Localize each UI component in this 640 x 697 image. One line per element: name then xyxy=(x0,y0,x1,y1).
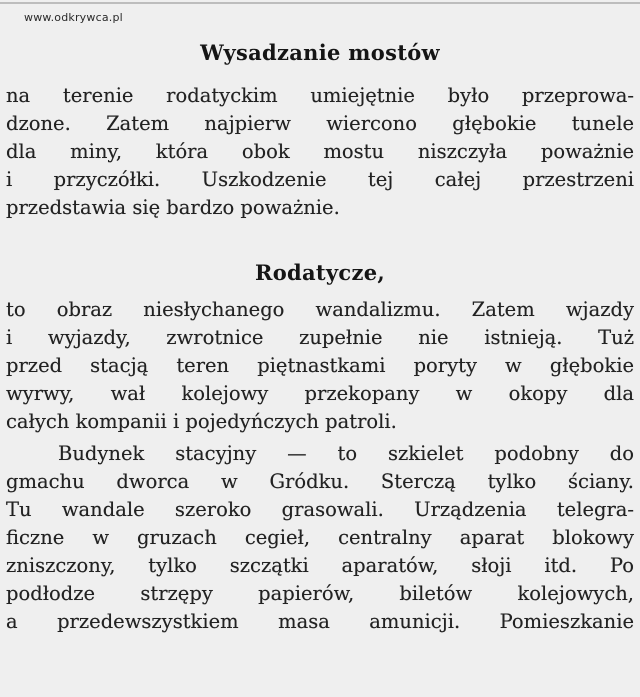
source-watermark: www.odkrywca.pl xyxy=(24,11,123,24)
text-line: Tu wandale szeroko grasowali. Urządzenia telegra- xyxy=(6,498,634,521)
text-line: zniszczony, tylko szczątki aparatów, słoji itd. Po xyxy=(6,554,634,577)
text-line: wyrwy, wał kolejowy przekopany w okopy dla xyxy=(6,382,634,405)
text-line: i wyjazdy, zwrotnice zupełnie nie istnieją. Tuż xyxy=(6,326,634,349)
text-line: na terenie rodatyckim umiejętnie było przeprowa- xyxy=(6,84,634,107)
text-line: podłodze strzępy papierów, biletów kolejowych, xyxy=(6,582,634,605)
text-line: a przedewszystkiem masa amunicji. Pomieszkanie xyxy=(6,610,634,633)
text-line: przed stacją teren piętnastkami poryty w głębokie xyxy=(6,354,634,377)
text-line: całych kompanii i pojedyńczych patroli. xyxy=(6,410,397,433)
text-line: dzone. Zatem najpierw wiercono głębokie tunele xyxy=(6,112,634,135)
top-rule xyxy=(0,2,640,4)
text-line: gmachu dworca w Gródku. Sterczą tylko ściany. xyxy=(6,470,634,493)
text-line: to obraz niesłychanego wandalizmu. Zatem wjazdy xyxy=(6,298,634,321)
text-line: przedstawia się bardzo poważnie. xyxy=(6,196,340,219)
section-heading-bridges: Wysadzanie mostów xyxy=(200,40,440,65)
section-heading-rodatycze: Rodatycze, xyxy=(254,260,386,285)
text-line: ficzne w gruzach cegieł, centralny aparat blokowy xyxy=(6,526,634,549)
text-line: Budynek stacyjny — to szkielet podobny do xyxy=(58,442,634,465)
text-line: i przyczółki. Uszkodzenie tej całej przestrzeni xyxy=(6,168,634,191)
text-line: dla miny, która obok mostu niszczyła poważnie xyxy=(6,140,634,163)
